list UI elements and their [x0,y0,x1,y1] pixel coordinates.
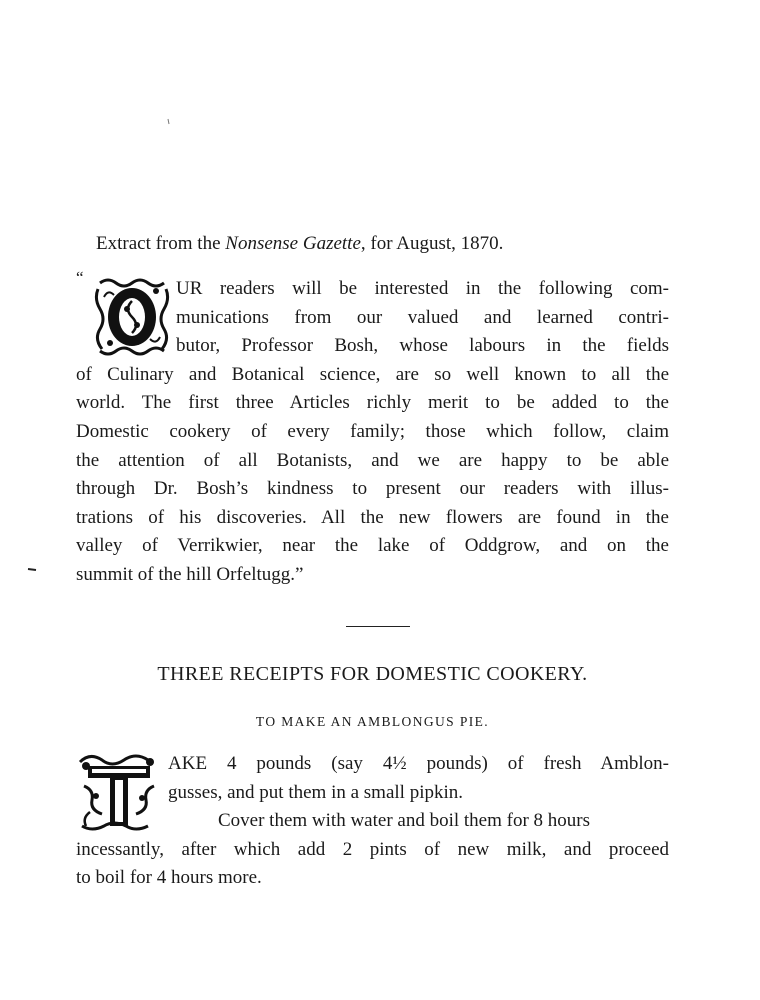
extract-line: Domestic cookery of every family; those which follow, claim [76,420,669,442]
section-divider [346,626,410,627]
extract-line: of Culinary and Botanical science, are so well known to all the [76,363,669,385]
recipe-title: TO MAKE AN AMBLONGUS PIE. [255,714,490,729]
extract-line: UR readers will be interested in the following com- [176,278,669,299]
opening-quote-mark: “ [76,268,84,287]
recipe-line-1b: pounds) of fresh Amblon- [406,753,669,774]
recipe-body [76,750,669,893]
extract-line: the attention of all Botanists, and we are happy to be able [76,449,669,471]
recipe-line: Cover them with water and boil them for 8 hours [218,810,591,832]
recipe-line [76,750,669,779]
recipe-line-1a: AKE 4 pounds (say 4 [168,753,393,774]
recipe-line: to boil for 4 hours more. [76,867,262,889]
intro-prefix: Extract from the [96,233,226,254]
recipe-line: gusses, and put them in a small pipkin. [168,781,464,803]
extract-line: world. The first three Articles richly merit to be added to the [76,392,669,414]
extract-line: summit of the hill Orfeltugg.” [76,563,304,585]
publication-name: Nonsense Gazette [225,233,361,254]
extract-line: through Dr. Bosh’s kindness to present our readers with illus- [76,478,669,500]
recipe-line: incessantly, after which add 2 pints of new milk, and proceed [76,838,669,860]
extract-line: valley of Verrikwier, near the lake of Oddgrow, and on the [76,535,669,557]
intro-line [96,230,696,258]
extract-line: butor, Professor Bosh, whose labours in the fields [176,335,669,357]
intro-suffix: , for August, 1870. [360,233,504,254]
extract-line: trations of his discoveries. All the new flowers are found in the [76,506,669,528]
ornamental-dropcap-t [76,752,162,832]
ornamental-dropcap-o [94,277,170,357]
section-heading: THREE RECEIPTS FOR DOMESTIC COOKERY. [157,663,588,685]
fraction-half: ½ [392,753,407,774]
gazette-extract [76,275,669,590]
extract-line: munications from our valued and learned contri- [176,306,669,328]
